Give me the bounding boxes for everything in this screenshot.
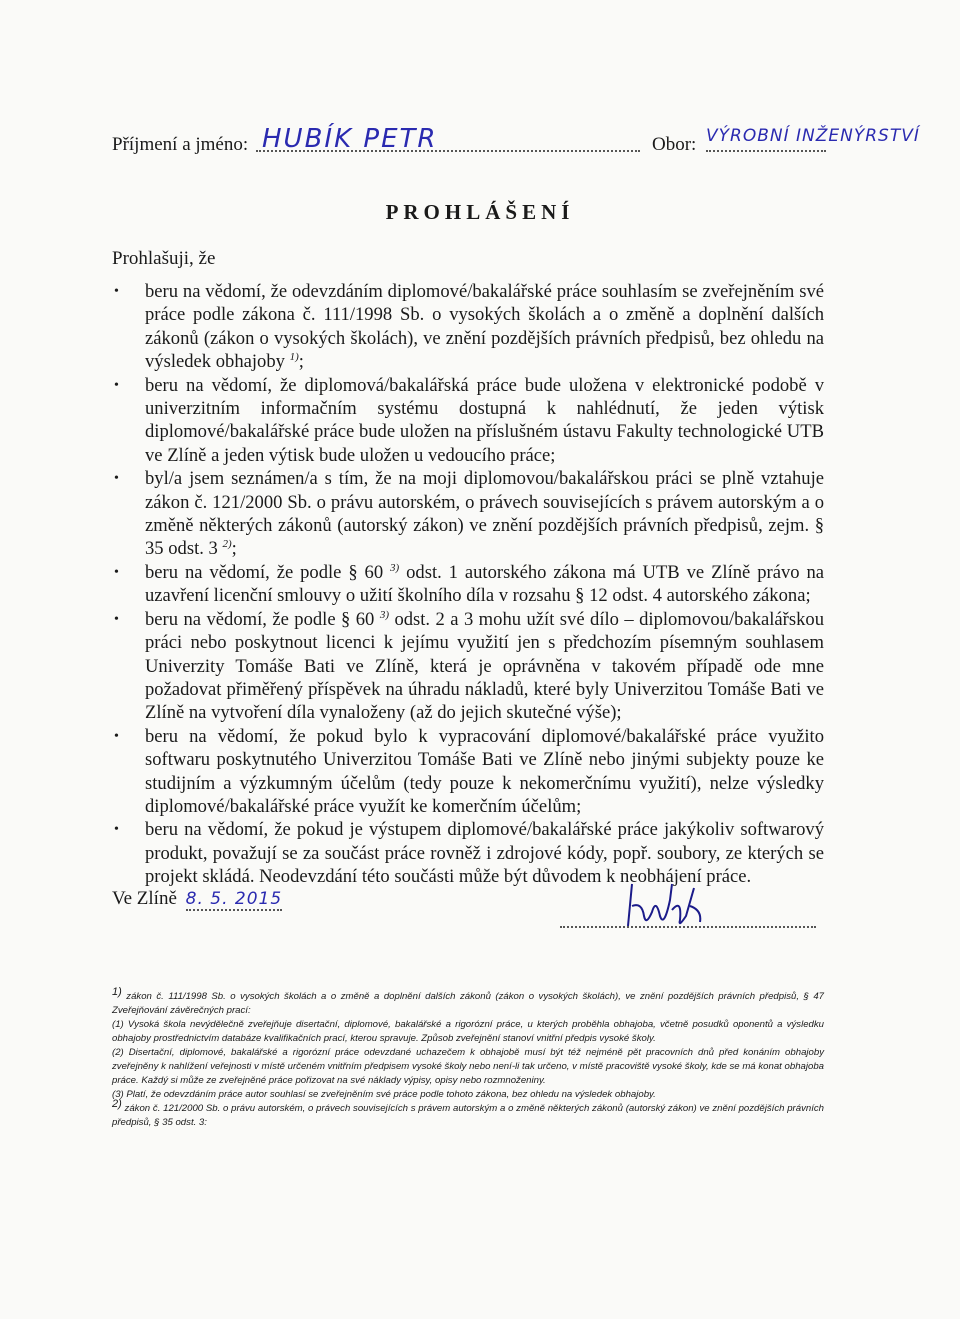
place-date-row	[112, 888, 283, 910]
field-dotted-line	[706, 150, 826, 152]
list-item: • beru na vědomí, že podle § 60 $^{3)}$ odst. 2 a 3 mohu užít své dílo – diplomovou/bakalářskou práci nebo poskytnout licenci k jejímu využití jen s předchozím písemným souhlasem Univerzity Tomáše Bati ve Zlíně, která je oprávněna v takovém případě ode mne požadovat přiměřený příspěvek na úhradu nákladů, které byly Univerzitou Tomáše Bati ve Zlíně na vytvoření díla vynaloženy (až do jejich skutečné výše);	[112, 608, 824, 725]
field-value-handwritten: VÝROBNÍ INŽENÝRSTVÍ	[706, 126, 920, 146]
field-label: Obor:	[652, 134, 697, 155]
signature-image	[620, 876, 710, 930]
intro-text: Prohlašuji, že	[112, 248, 216, 269]
footnotes	[112, 985, 825, 1130]
footnote-paragraph: (1) Vysoká škola nevýdělečně zveřejňuje disertační, diplomové, bakalářské a rigorózní práce, u kterých proběhla obhajoba, včetně posudků oponentů a výsledku obhajoby prostřednictvím databáze kvalifikačních prací, kterou spravuje. Způsob zveřejnění stanoví vnitřní předpis vysoké školy.	[112, 1019, 824, 1044]
footnote-paragraph: (2) Disertační, diplomové, bakalářské a rigorózní práce odevzdané uchazečem k obhajobě musí být též nejméně pět pracovních dnů před konáním obhajoby zveřejněny k nahlížení veřejnosti v místě určeném vnitřním předpisem vysoké školy nebo není-li tak určeno, v místě pracoviště vysoké školy, kde se má konat obhajoba práce. Každý si může ze zveřejněné práce pořizovat na své náklady výpisy, opisy nebo rozmnoženiny.	[112, 1047, 824, 1086]
footnote: $^{2)}$ zákon č. 121/2000 Sb. o právu autorském, o právech souvisejících s právem autorským a o změně některých zákonů (autorský zákon) ve znění pozdějších právních předpisů, § 35 odst. 3:	[112, 1097, 824, 1128]
page-title: PROHLÁŠENÍ	[385, 200, 575, 224]
declaration-list	[112, 280, 824, 889]
list-item: • byl/a jsem seznámen/a s tím, že na moji diplomovou/bakalářskou práci se plně vztahuje zákon č. 121/2000 Sb. o právu autorském, o právech souvisejících s právem autorským a o změně některých zákonů (autorský zákon) ve znění pozdějších právních předpisů, zejm. § 35 odst. 3 $^{2)}$;	[112, 467, 824, 561]
footnote-paragraph: (3) Platí, že odevzdáním práce autor souhlasí se zveřejněním své práce podle tohoto zákona, bez ohledu na výsledek obhajoby.	[112, 1089, 656, 1100]
name-label: Příjmení a jméno:	[112, 134, 249, 155]
signature-line	[560, 926, 816, 928]
list-item: • beru na vědomí, že diplomová/bakalářská práce bude uložena v elektronické podobě v univerzitním informačním systému dostupná k nahlédnutí, že jeden výtisk diplomové/bakalářské práce bude uložen na příslušném ústavu Fakulty technologické UTB ve Zlíně a jeden výtisk bude uložen u vedoucího práce;	[112, 374, 824, 468]
date-handwritten: 8. 5. 2015	[185, 889, 283, 909]
list-item: • beru na vědomí, že odevzdáním diplomové/bakalářské práce souhlasím se zveřejněním své práce podle zákona č. 111/1998 Sb. o vysokých školách a o změně a doplnění dalších zákonů (zákon o vysokých školách), ve znění pozdějších právních předpisů, bez ohledu na výsledek obhajoby $^{1)}$;	[112, 280, 824, 374]
list-item: • beru na vědomí, že pokud bylo k vypracování diplomové/bakalářské práce využito softwaru poskytnutého Univerzitou Tomáše Bati ve Zlíně nebo jinými subjekty pouze ke studijním a výzkumným účelům (tedy pouze k nekomerčnímu využití), nelze výsledky diplomové/bakalářské práce využít ke komerčním účelům;	[112, 725, 824, 819]
list-item: • beru na vědomí, že pokud je výstupem diplomové/bakalářské práce jakýkoliv softwarový produkt, považují se za součást práce rovněž i zdrojové kódy, popř. soubory, ze kterých se projekt skládá. Neodevzdání této součásti může být důvodem k neobhájení práce.	[112, 818, 824, 888]
header-row	[112, 124, 920, 168]
name-value-handwritten: HUBÍK PETR	[262, 124, 438, 154]
footnote: $^{1)}$ zákon č. 111/1998 Sb. o vysokých školách a o změně a doplnění dalších zákonů (zákon o vysokých školách), ve znění pozdějších právních předpisů, § 47 Zveřejňování závěrečných prací:	[112, 985, 825, 1016]
list-item: • beru na vědomí, že podle § 60 $^{3)}$ odst. 1 autorského zákona má UTB ve Zlíně právo na uzavření licenční smlouvy o užití školního díla v rozsahu § 12 odst. 4 autorského zákona;	[112, 561, 824, 608]
place-label: Ve Zlíně	[112, 888, 177, 909]
